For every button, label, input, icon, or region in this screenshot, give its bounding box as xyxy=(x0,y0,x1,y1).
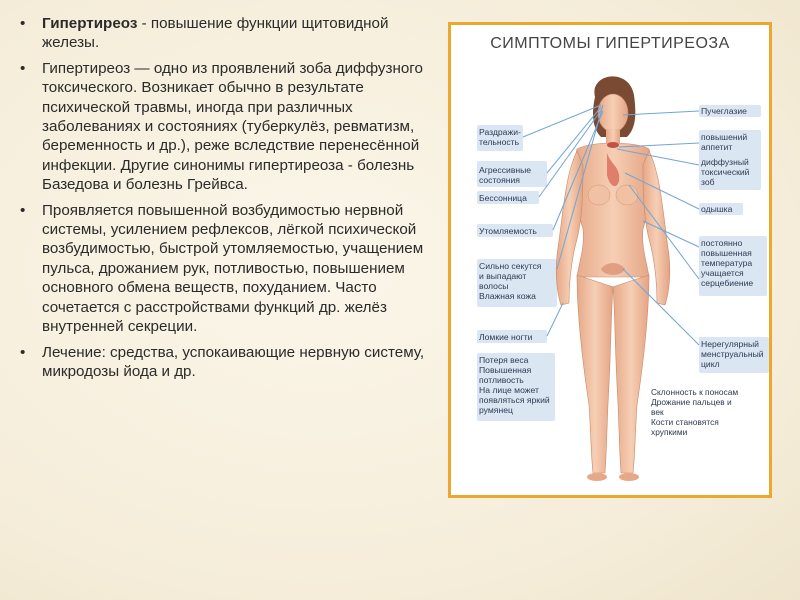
label-diarrhea: Склонность к поносам Дрожание пальцев и век Кости становятся хрупкими xyxy=(651,387,739,437)
label-appetite: повышений аппетит xyxy=(701,132,748,152)
label-fatigue: Утомляемость xyxy=(479,226,537,236)
text-column xyxy=(18,14,426,387)
bullet-dot: • xyxy=(20,59,26,77)
label-insomnia: Бессонница xyxy=(479,193,527,203)
label-weight: Потеря веса Повышенная потливость На лице может появляться яркий румянец xyxy=(479,355,550,415)
label-irritability: Раздражи- тельность xyxy=(479,127,521,147)
right-leg xyxy=(613,275,649,473)
term-hyperthyroidism: Гипертиреоз xyxy=(42,15,138,32)
definition-text: - повышение функции щитовидной железы. xyxy=(42,15,389,52)
manifestations-text: Проявляется повышенной возбудимостью нервной системы, усилением рефлексов, лёгкой психической возбудимостью, быстрой утомляемостью, учащением пульса, дрожанием рук, потливостью, повышением основного обмена веществ, похуданием. Часто сочетается с расстройствами функций др. желёз внутренней секреции. xyxy=(42,201,424,336)
symptoms-poster xyxy=(448,22,772,498)
bullet-dot: • xyxy=(20,15,26,32)
label-hair-skin: Сильно секутся и выпадают волосы Влажная кожа xyxy=(479,261,542,301)
bullet-manifestations xyxy=(18,201,426,337)
poster-title: СИМПТОМЫ ГИПЕРТИРЕОЗА xyxy=(490,35,730,52)
bullet-description xyxy=(18,59,426,195)
treatment-text: Лечение: средства, успокаивающие нервную систему, микродозы йода и др. xyxy=(42,343,425,380)
label-aggressive: Агрессивные состояния xyxy=(479,165,532,185)
label-cycle: Нерегулярный менструальный цикл xyxy=(701,339,764,369)
bullet-treatment xyxy=(18,343,426,382)
description-text: Гипертиреоз — одно из проявлений зоба диффузного токсического. Возникает обычно в результате психической травмы, иногда при различных заболеваниях и состояниях (туберкулёз, ревматизм, беременность и др.), реже вследствие перенесённой инфекции. Другие синонимы гипертиреоза - болезнь Базедова и болезнь Грейвса. xyxy=(42,59,423,194)
torso xyxy=(574,143,652,277)
label-eyes: Пучеглазие xyxy=(701,106,747,116)
right-breast xyxy=(616,185,638,205)
bullet-dot: • xyxy=(20,201,26,219)
bullet-definition xyxy=(18,14,426,53)
left-leg xyxy=(577,275,613,473)
label-temperature: постоянно повышенная температура учащается серцебиение xyxy=(701,238,754,288)
thyroid xyxy=(607,142,619,148)
label-nails: Ломкие ногти xyxy=(479,332,533,342)
left-breast xyxy=(588,185,610,205)
label-dyspnea: одышка xyxy=(701,204,733,214)
left-foot xyxy=(587,473,607,481)
label-goiter: диффузный токсический зоб xyxy=(701,157,750,187)
right-foot xyxy=(619,473,639,481)
bullet-dot: • xyxy=(20,343,26,361)
